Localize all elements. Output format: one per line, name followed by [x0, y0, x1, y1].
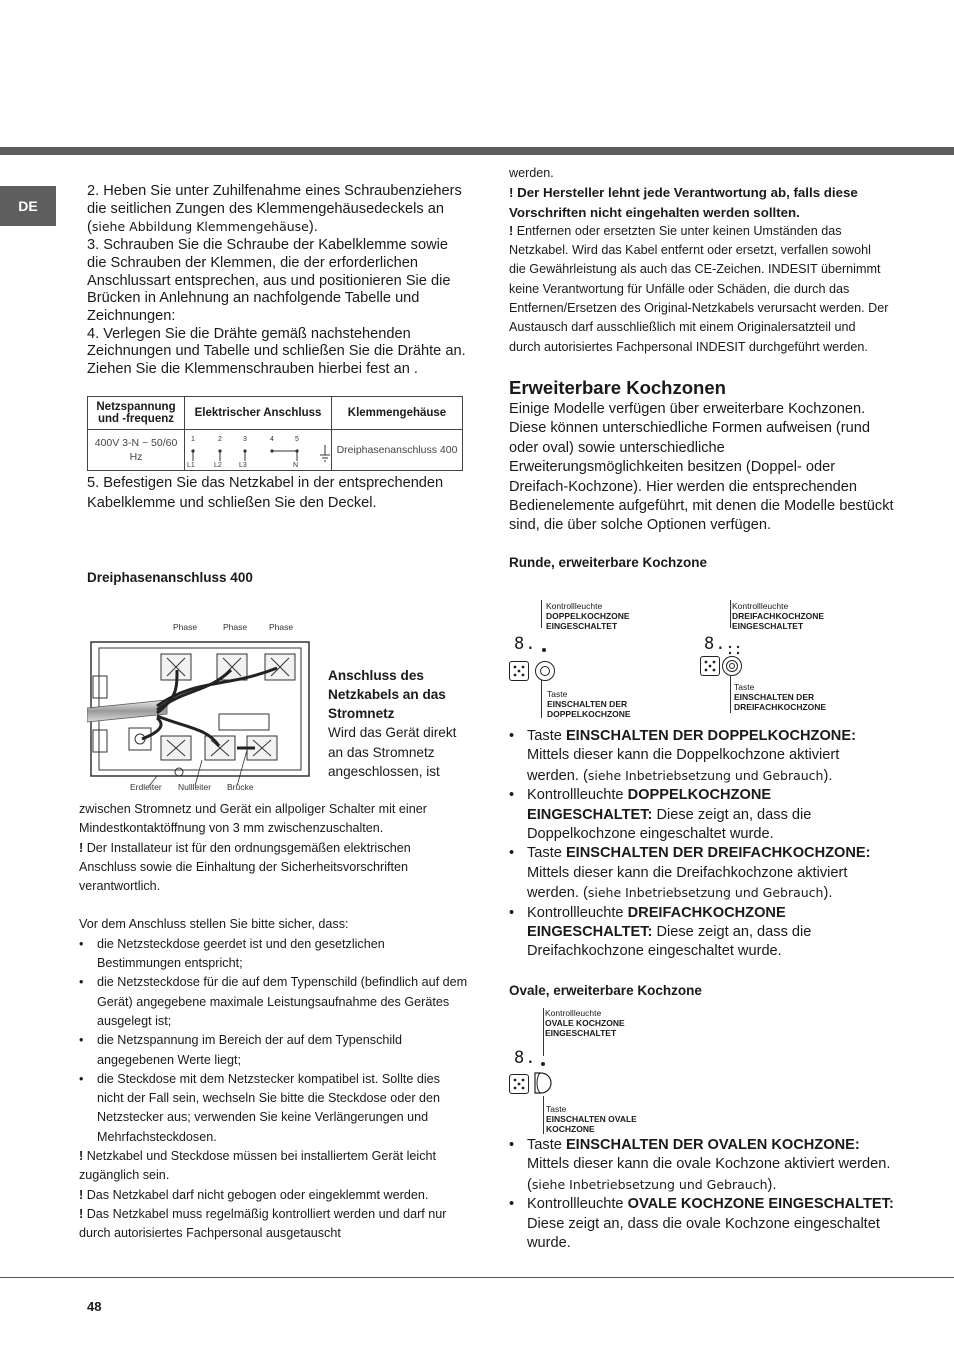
- triple-zone-led: [728, 642, 740, 652]
- label-phase-3: Phase: [269, 622, 294, 632]
- oval-zone-button[interactable]: [533, 1072, 553, 1094]
- anschluss-text: Wird das Gerät direkt an das Stromnetz angeschlossen, ist: [328, 725, 457, 779]
- list-item: • die Netzsteckdose geerdet ist und den gesetzlichen Bestimmungen entspricht;: [79, 935, 469, 974]
- anschluss-continued: zwischen Stromnetz und Gerät ein allpoliger Schalter mit einer Mindestkontaktöffnung von 3 mm zwischenzuschalten.: [79, 802, 427, 836]
- display-digit: 8.: [704, 634, 727, 654]
- double-button-label: Taste EINSCHALTEN DER DOPPELKOCHZONE: [547, 689, 631, 719]
- display-digit: 8.: [514, 1048, 537, 1068]
- double-led-label: Kontrollleuchte DOPPELKOCHZONE EINGESCHALTET: [546, 601, 630, 631]
- triple-led-label: Kontrollleuchte DREIFACHKOCHZONE EINGESCHALTET: [732, 601, 825, 631]
- zone-select-key[interactable]: [509, 661, 529, 681]
- td-terminal-diagram: [185, 430, 332, 471]
- warning-1: ! Netzkabel und Steckdose müssen bei installiertem Gerät leicht zugänglich sein.: [79, 1149, 437, 1183]
- list-item: • Taste EINSCHALTEN DER OVALEN KOCHZONE: Mittels dieser kann die ovale Kochzone aktiviert werden. (siehe Inbetriebsetzung und Gebrauch).: [509, 1136, 894, 1195]
- right-top-text: [509, 164, 889, 357]
- connection-table: [87, 396, 463, 471]
- hersteller-note: ! Der Hersteller lehnt jede Verantwortung ab, falls diese Vorschriften nicht eingehalten werden sollten.: [509, 185, 858, 220]
- th-connection: Elektrischer Anschluss: [185, 397, 332, 430]
- terminal-block-diagram: [87, 618, 317, 796]
- terminal-3: 3: [243, 436, 247, 443]
- list-item: • Kontrollleuchte DREIFACHKOCHZONE EINGESCHALTET: Diese zeigt an, dass die Dreifachkochzone eingeschaltet wurde.: [509, 904, 894, 962]
- list-item: • die Netzsteckdose für die auf dem Typenschild (befindlich auf dem Gerät) angegebene maximale Leistungsaufnahme des Gerätes ausgelegt ist;: [79, 973, 469, 1031]
- line-n: N: [293, 462, 299, 469]
- entfernen-note: ! Entfernen oder ersetzten Sie unter keinen Umständen das Netzkabel. Wird das Kabel entfernt oder ersetzt, verfallen sowohl die Gewährleistung als auch das CE-Zeichen. INDESIT übernimmt keine Verantwortung für Unfälle oder Schäden, die durch das Entfernen/Ersetzen des Original-Netzkabels verursacht werden. Der Austausch darf ausschließlich mit einem Originalersatzteil und durch autorisiertes Fachpersonal INDESIT durchgeführt werden.: [509, 223, 889, 354]
- page-number: 48: [87, 1299, 102, 1314]
- label-bruecke: Brücke: [227, 782, 254, 792]
- runde-title: Runde, erweiterbare Kochzone: [509, 555, 708, 570]
- anschluss-block: [328, 666, 468, 782]
- installateur-note: ! Der Installateur ist für den ordnungsgemäßen elektrischen Anschluss sowie die Einhaltung der Sicherheitsvorschriften verantwortlich.: [79, 840, 411, 894]
- werden: werden.: [509, 166, 554, 180]
- double-zone-button[interactable]: [535, 661, 555, 681]
- bottom-rule: [0, 1277, 954, 1278]
- list-item: • die Netzspannung im Bereich der auf dem Typenschild angegebenen Werte liegt;: [79, 1031, 469, 1070]
- label-phase-2: Phase: [223, 622, 248, 632]
- list-item: • Taste EINSCHALTEN DER DREIFACHKOCHZONE: Mittels dieser kann die Dreifachkochzone aktiviert werden. (siehe Inbetriebsetzung und Gebrauch).: [509, 844, 894, 903]
- requirements-list: [79, 935, 469, 1147]
- section-text: Einige Modelle verfügen über erweiterbare Kochzonen. Diese können unterschiedliche Formen aufweisen (rund oder oval) sowie unterschiedliche Erweiterungsmöglichkeiten besitzen (Doppel- oder Dreifach-Kochzone). Hier werden die entsprechenden Bedienelemente aufgeführt, mit denen die Modelle bestückt sind, die über solche Optionen verfügen.: [509, 401, 894, 534]
- oval-zone-control: [509, 1008, 689, 1136]
- line-l3: L3: [239, 462, 247, 469]
- triple-button-label: Taste EINSCHALTEN DER DREIFACHKOCHZONE: [734, 682, 827, 712]
- oval-button-label: Taste EINSCHALTEN OVALE KOCHZONE: [546, 1104, 637, 1134]
- zone-select-key[interactable]: [509, 1074, 529, 1094]
- step-2: 2. Heben Sie unter Zuhilfenahme eines Schraubenziehers die seitlichen Zungen des Klemmengehäusedeckels an (siehe Abbildung Klemmengehäuse).: [87, 183, 462, 236]
- warning-3: ! Das Netzkabel muss regelmäßig kontrolliert werden und darf nur durch autorisiertes Fachpersonal ausgetauscht: [79, 1206, 447, 1241]
- left-steps: [87, 183, 467, 379]
- ovale-title: Ovale, erweiterbare Kochzone: [509, 983, 702, 998]
- label-erdleiter: Erdleiter: [130, 782, 162, 792]
- left-lower-text: [79, 800, 469, 1244]
- th-terminal: Klemmengehäuse: [332, 397, 463, 430]
- double-zone-control: [509, 600, 689, 725]
- terminal-1: 1: [191, 436, 195, 443]
- anschluss-title: Anschluss des Netzkabels an das Stromnetz: [328, 668, 446, 721]
- label-phase-1: Phase: [173, 622, 198, 632]
- dreiphasen-title: Dreiphasenanschluss 400: [87, 570, 253, 585]
- line-l2: L2: [214, 462, 222, 469]
- step-3: 3. Schrauben Sie die Schraube der Kabelklemme sowie die Schrauben der Klemmen, die der erforderlichen Anschlussart entsprechen, aus und positionieren Sie die Brücken in Anlehnung an nachfolgende Tabelle und Zeichnungen:: [87, 237, 451, 324]
- td-voltage: 400V 3-N ~ 50/60 Hz: [88, 430, 185, 471]
- terminal-4: 4: [270, 436, 274, 443]
- round-zone-bullets: [509, 727, 894, 962]
- list-item: • Kontrollleuchte OVALE KOCHZONE EINGESCHALTET: Diese zeigt an, dass die ovale Kochzone eingeschaltet wurde.: [509, 1195, 894, 1253]
- section-title: Erweiterbare Kochzonen: [509, 377, 726, 398]
- list-item: • die Steckdose mit dem Netzstecker kompatibel ist. Sollte dies nicht der Fall sein, wechseln Sie bitte die Steckdose oder den Netzstecker aus; verwenden Sie keine Verlängerungen und Mehrfachsteckdosen.: [79, 1070, 469, 1147]
- zone-select-key[interactable]: [700, 656, 720, 676]
- language-tab: DE: [0, 186, 56, 226]
- vor-anschluss: Vor dem Anschluss stellen Sie bitte sicher, dass:: [79, 917, 349, 932]
- line-l1: L1: [187, 462, 195, 469]
- step-4: 4. Verlegen Sie die Drähte gemäß nachstehenden Zeichnungen und Tabelle und schließen Sie die Drähte an. Ziehen Sie die Klemmenschrauben hierbei fest an .: [87, 325, 466, 378]
- oval-zone-bullets: [509, 1136, 894, 1253]
- list-item: • Taste EINSCHALTEN DER DOPPELKOCHZONE: Mittels dieser kann die Doppelkochzone aktiviert werden. (siehe Inbetriebsetzung und Gebrauch).: [509, 727, 894, 786]
- label-nullleiter: Nullleiter: [178, 782, 212, 792]
- th-voltage: Netzspannung und -frequenz: [88, 397, 185, 430]
- double-zone-led: [542, 648, 546, 652]
- triple-zone-button[interactable]: [722, 656, 742, 676]
- td-mode: Dreiphasenanschluss 400: [332, 430, 463, 471]
- top-bar: [0, 147, 954, 155]
- triple-zone-control: [700, 600, 880, 725]
- oval-zone-led: [541, 1062, 545, 1066]
- terminal-2: 2: [218, 436, 222, 443]
- warning-2: ! Das Netzkabel darf nicht gebogen oder eingeklemmt werden.: [79, 1187, 429, 1202]
- step-5: 5. Befestigen Sie das Netzkabel in der entsprechenden Kabelklemme und schließen Sie den Deckel.: [87, 475, 444, 511]
- display-digit: 8.: [514, 634, 537, 654]
- oval-led-label: Kontrollleuchte OVALE KOCHZONE EINGESCHALTET: [545, 1008, 625, 1038]
- terminal-5: 5: [295, 436, 299, 443]
- list-item: • Kontrollleuchte DOPPELKOCHZONE EINGESCHALTET: Diese zeigt an, dass die Doppelkochzone eingeschaltet wurde.: [509, 786, 894, 844]
